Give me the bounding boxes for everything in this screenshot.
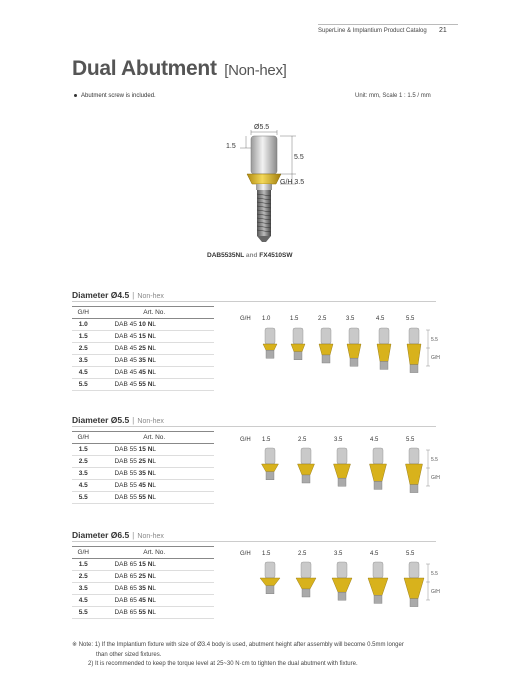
section-separator: | xyxy=(132,415,135,425)
side-label-top: 5.5 xyxy=(431,337,438,343)
abutment-figure xyxy=(262,448,279,480)
hero-dim-gh: G/H 3.5 xyxy=(280,179,305,186)
section-type: Non-hex xyxy=(137,533,164,540)
gh-value: 4.5 xyxy=(376,316,385,322)
cell-art-no: DAB 45 55 NL xyxy=(94,379,214,391)
table-row xyxy=(72,343,214,355)
abutment-figure xyxy=(260,562,280,594)
cell-art-no: DAB 45 15 NL xyxy=(94,331,214,343)
footnote xyxy=(72,641,452,670)
gh-value: 1.5 xyxy=(262,437,271,443)
gh-value: 3.5 xyxy=(334,551,343,557)
section-diameter: Diameter Ø4.5 xyxy=(72,290,130,300)
unit-note: Unit: mm, Scale 1 : 1.5 / mm xyxy=(355,93,431,99)
cell-gh: 3.5 xyxy=(72,468,94,480)
header-rule xyxy=(318,24,458,25)
col-art: Art. No. xyxy=(94,307,214,319)
cell-gh: 2.5 xyxy=(72,571,94,583)
cell-gh: 4.5 xyxy=(72,367,94,379)
table-row xyxy=(72,480,214,492)
side-dimension-ticks xyxy=(426,564,430,600)
table-header-row xyxy=(72,547,214,559)
section-separator: | xyxy=(132,290,135,300)
cell-gh: 1.5 xyxy=(72,559,94,571)
gh-value: 5.5 xyxy=(406,437,415,443)
hero-dim-diameter: Ø5.5 xyxy=(254,124,270,131)
abutment-figure xyxy=(291,328,305,360)
abutment-figure xyxy=(347,328,361,366)
hero-caption: DAB5535NL and FX4510SW xyxy=(207,252,293,259)
side-label-bottom: G/H xyxy=(431,355,440,361)
abutment-figure xyxy=(332,562,352,600)
abutment-figure xyxy=(407,328,421,373)
cell-gh: 1.5 xyxy=(72,444,94,456)
abutment-figure xyxy=(263,328,277,358)
col-art: Art. No. xyxy=(94,432,214,444)
abutment-figure xyxy=(319,328,333,363)
screw-note: Abutment screw is included. xyxy=(74,93,156,99)
side-dimension-ticks xyxy=(426,450,430,486)
table-row xyxy=(72,559,214,571)
footnote-line-3: 2) It is recommended to keep the torque level at 25~30 N·cm to tighten the dual abutment with fixture. xyxy=(88,661,358,667)
cell-art-no: DAB 65 55 NL xyxy=(94,607,214,619)
cell-art-no: DAB 65 25 NL xyxy=(94,571,214,583)
title-sub: [Non-hex] xyxy=(224,62,287,79)
section-diameter: Diameter Ø5.5 xyxy=(72,415,130,425)
gh-value: 4.5 xyxy=(370,551,379,557)
table-row xyxy=(72,379,214,391)
gh-value: 4.5 xyxy=(370,437,379,443)
side-label-bottom: G/H xyxy=(431,589,440,595)
gh-value: 5.5 xyxy=(406,316,415,322)
cell-gh: 4.5 xyxy=(72,595,94,607)
section-type: Non-hex xyxy=(137,418,164,425)
abutment-figure xyxy=(404,562,424,607)
gh-value: 2.5 xyxy=(318,316,327,322)
section-rule xyxy=(72,426,436,427)
abutment-lineup-illustration xyxy=(244,560,444,622)
table-row xyxy=(72,355,214,367)
col-gh: G/H xyxy=(72,432,94,444)
abutment-figure xyxy=(377,328,391,369)
running-head: SuperLine & Implantium Product Catalog xyxy=(318,28,427,34)
cell-gh: 5.5 xyxy=(72,607,94,619)
abutment-figure xyxy=(298,448,315,483)
table-header-row xyxy=(72,432,214,444)
gh-value: 2.5 xyxy=(298,437,307,443)
page-number: 21 xyxy=(439,27,447,34)
table-row xyxy=(72,331,214,343)
table-row xyxy=(72,367,214,379)
col-art: Art. No. xyxy=(94,547,214,559)
abutment-figure xyxy=(370,448,387,489)
cell-gh: 4.5 xyxy=(72,480,94,492)
col-gh: G/H xyxy=(72,547,94,559)
table-row xyxy=(72,468,214,480)
side-label-top: 5.5 xyxy=(431,457,438,463)
side-dimension-ticks xyxy=(426,330,430,366)
gh-label: G/H xyxy=(240,551,251,557)
table-row xyxy=(72,492,214,504)
cell-art-no: DAB 45 35 NL xyxy=(94,355,214,367)
section-title xyxy=(72,530,164,540)
abutment-figure xyxy=(296,562,316,597)
gh-label: G/H xyxy=(240,437,251,443)
abutment-figure xyxy=(406,448,423,493)
section-type: Non-hex xyxy=(137,293,164,300)
table-row xyxy=(72,595,214,607)
abutment-figure xyxy=(334,448,351,486)
abutment-lineup-illustration xyxy=(244,446,444,508)
cell-gh: 2.5 xyxy=(72,456,94,468)
section-separator: | xyxy=(132,530,135,540)
table-header-row xyxy=(72,307,214,319)
cell-gh: 3.5 xyxy=(72,355,94,367)
cell-art-no: DAB 55 45 NL xyxy=(94,480,214,492)
cell-art-no: DAB 65 15 NL xyxy=(94,559,214,571)
spec-table xyxy=(72,546,214,619)
cell-gh: 2.5 xyxy=(72,343,94,355)
section-title xyxy=(72,415,164,425)
bullet-icon xyxy=(74,94,77,97)
cell-art-no: DAB 55 15 NL xyxy=(94,444,214,456)
side-label-top: 5.5 xyxy=(431,571,438,577)
section-diameter: Diameter Ø6.5 xyxy=(72,530,130,540)
gh-value: 1.0 xyxy=(262,316,271,322)
table-row xyxy=(72,319,214,331)
cell-art-no: DAB 55 35 NL xyxy=(94,468,214,480)
cell-art-no: DAB 55 25 NL xyxy=(94,456,214,468)
side-label-bottom: G/H xyxy=(431,475,440,481)
page-title xyxy=(72,57,287,81)
table-row xyxy=(72,583,214,595)
gh-value: 1.5 xyxy=(290,316,299,322)
gh-value: 5.5 xyxy=(406,551,415,557)
gh-value: 3.5 xyxy=(334,437,343,443)
table-row xyxy=(72,456,214,468)
section-rule xyxy=(72,301,436,302)
section-rule xyxy=(72,541,436,542)
section-title xyxy=(72,290,164,300)
cell-art-no: DAB 65 35 NL xyxy=(94,583,214,595)
hero-dim-height: 5.5 xyxy=(294,154,304,161)
cell-art-no: DAB 55 55 NL xyxy=(94,492,214,504)
spec-table xyxy=(72,431,214,504)
gh-value: 1.5 xyxy=(262,551,271,557)
table-row xyxy=(72,444,214,456)
spec-table xyxy=(72,306,214,391)
cell-art-no: DAB 45 25 NL xyxy=(94,343,214,355)
hero-dim-left: 1.5 xyxy=(226,143,236,150)
footnote-line-1: ※ Note: 1) If the Implantium fixture with size of Ø3.4 body is used, abutment height after assembly will become 0.5mm longer xyxy=(72,642,404,648)
cell-gh: 1.0 xyxy=(72,319,94,331)
col-gh: G/H xyxy=(72,307,94,319)
gh-value: 2.5 xyxy=(298,551,307,557)
gh-value: 3.5 xyxy=(346,316,355,322)
cell-gh: 3.5 xyxy=(72,583,94,595)
hero-abutment-illustration xyxy=(200,118,330,268)
abutment-lineup-illustration xyxy=(244,326,444,388)
title-main: Dual Abutment xyxy=(72,57,217,80)
cell-gh: 1.5 xyxy=(72,331,94,343)
table-row xyxy=(72,571,214,583)
table-row xyxy=(72,607,214,619)
abutment-figure xyxy=(368,562,388,603)
cell-art-no: DAB 65 45 NL xyxy=(94,595,214,607)
cell-art-no: DAB 45 45 NL xyxy=(94,367,214,379)
cell-gh: 5.5 xyxy=(72,379,94,391)
cell-gh: 5.5 xyxy=(72,492,94,504)
cell-art-no: DAB 45 10 NL xyxy=(94,319,214,331)
footnote-line-2: than other sized fixtures. xyxy=(96,651,162,658)
gh-label: G/H xyxy=(240,316,251,322)
